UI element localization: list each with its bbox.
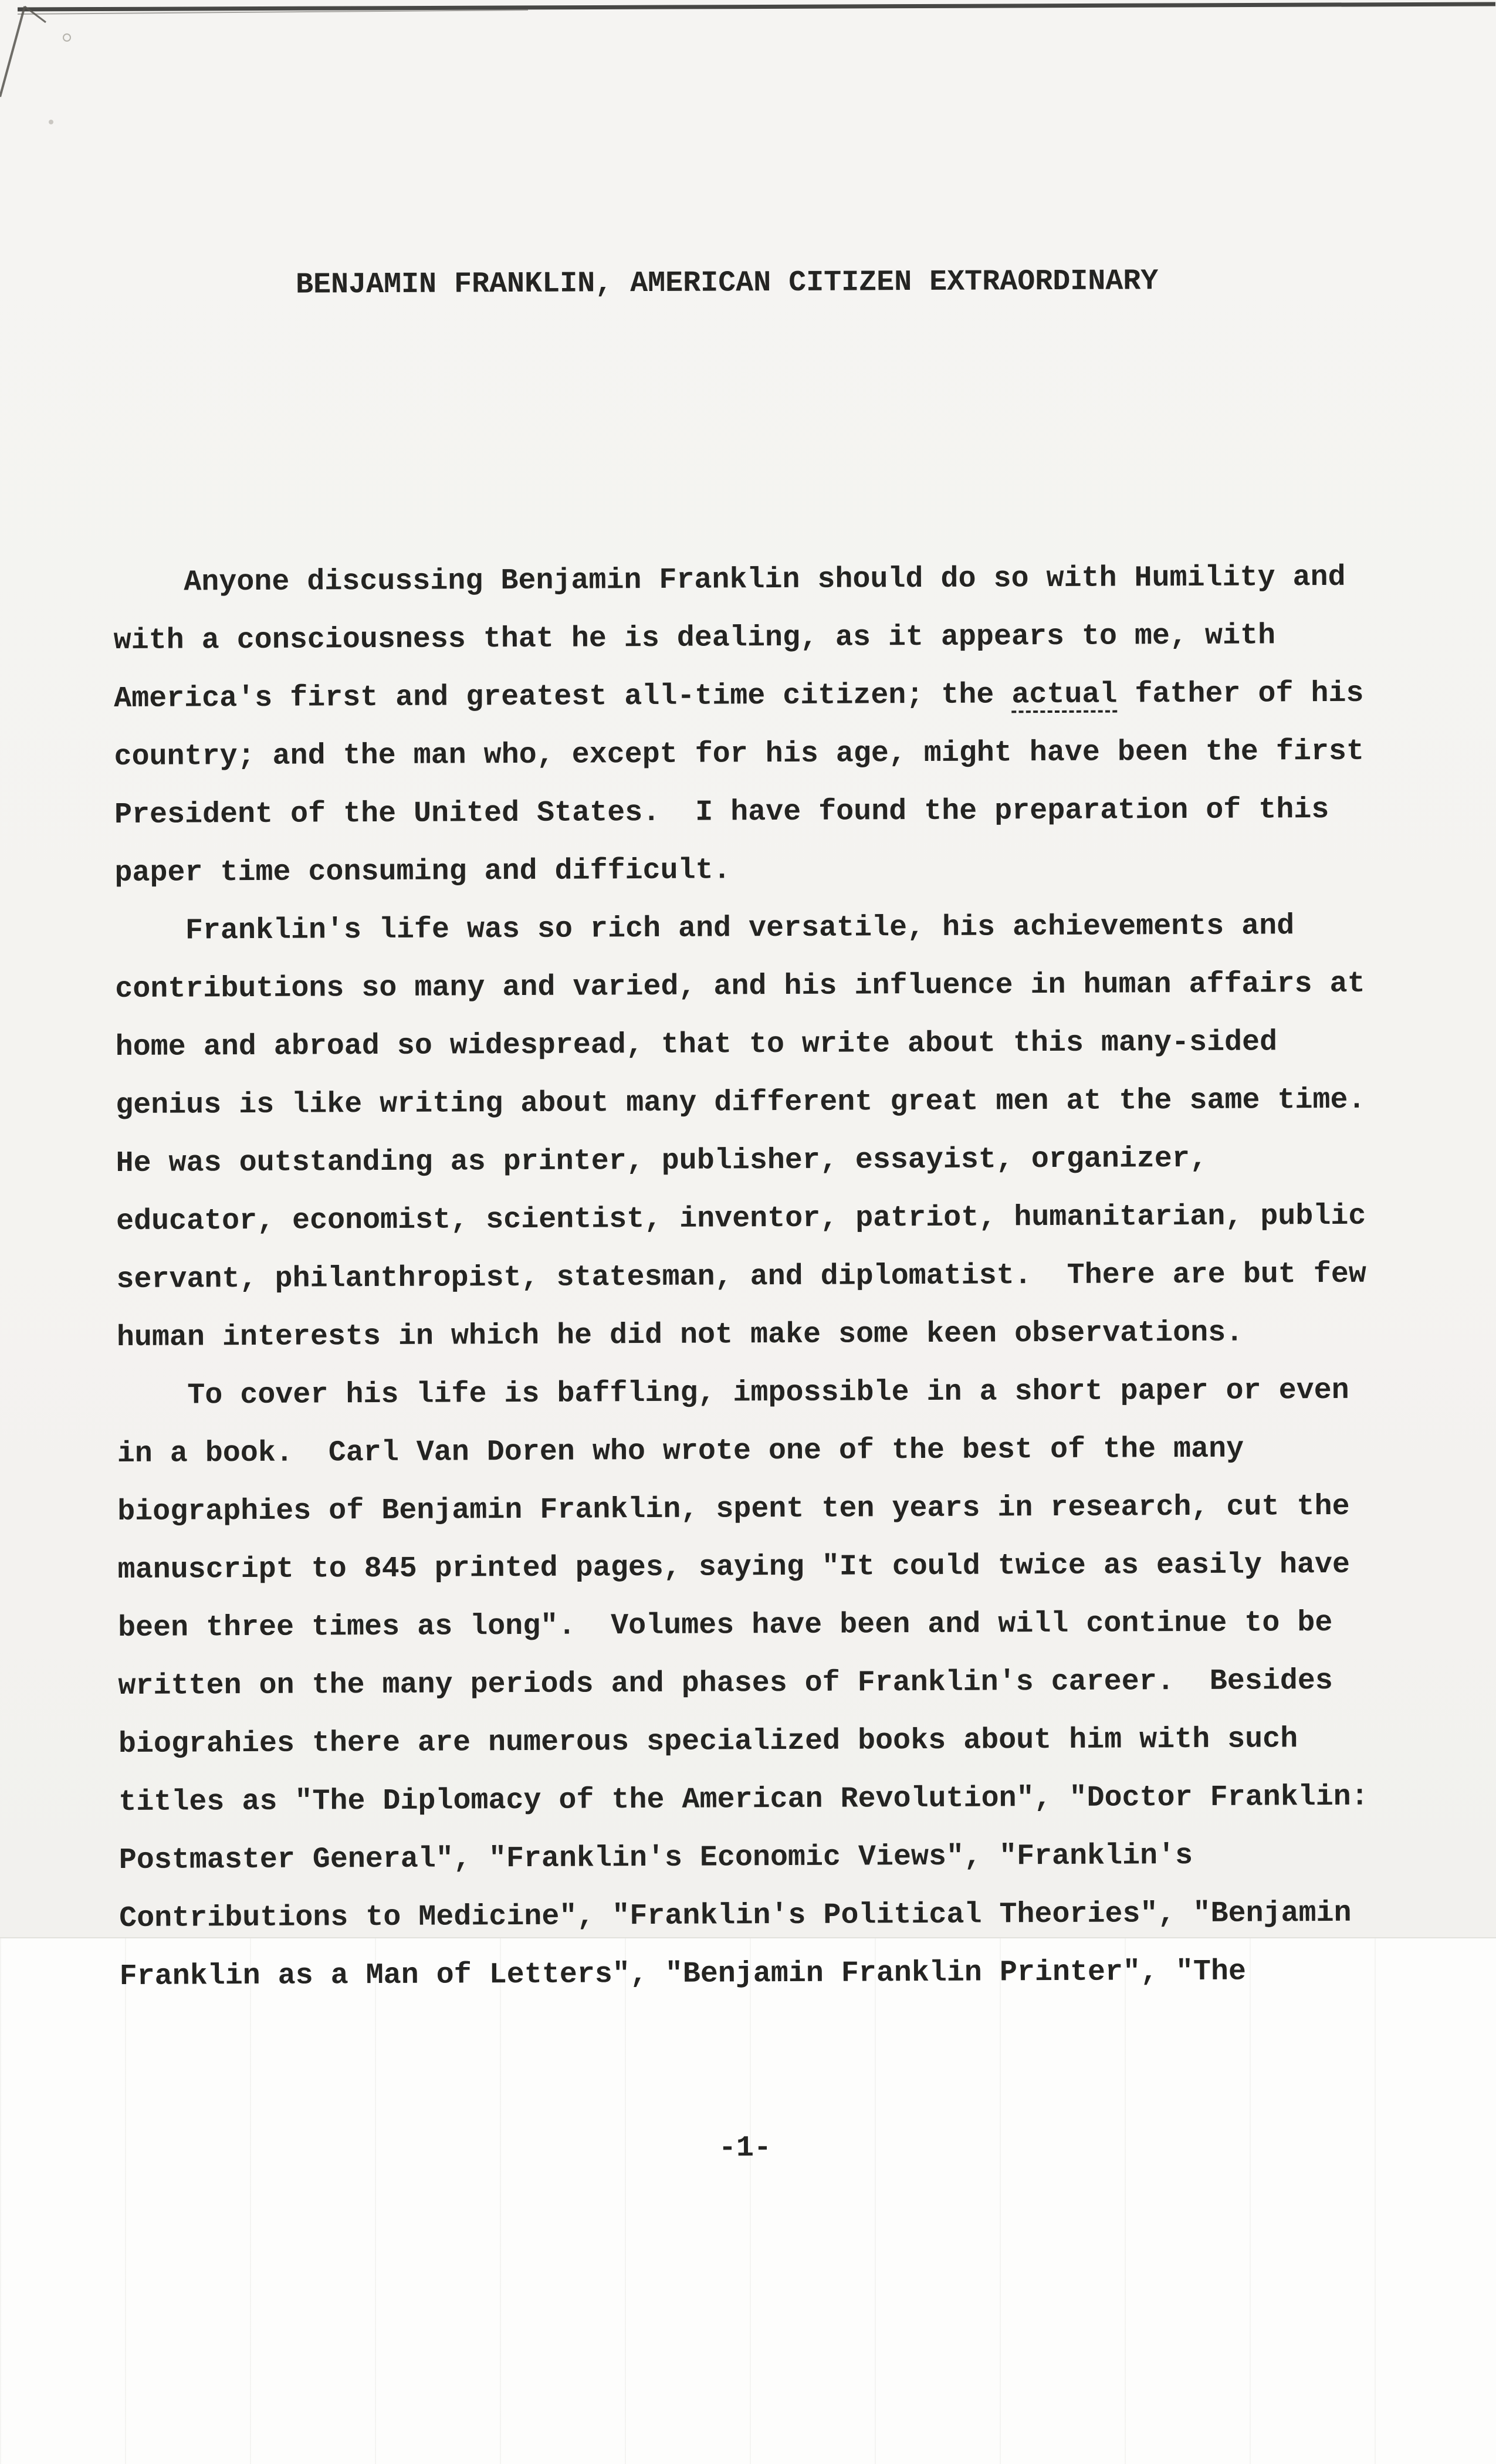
body-line [115,897,1388,960]
corner-fold-line [0,6,25,97]
text-segment: with a consciousness that he is dealing, as it appears to me, with [113,619,1276,658]
text-segment: paper time consuming and difficult. [114,854,731,890]
text-segment: President of the United States. I have found the preparation of this [114,793,1329,832]
text-segment: Anyone discussing Benjamin Franklin should do so with Humility and [113,560,1346,600]
body-line [119,1768,1392,1832]
body-line [117,1536,1390,1599]
paper-speck [63,34,70,41]
body-line [119,1826,1392,1890]
typewritten-text-block [111,136,1394,2296]
body-line [117,1478,1390,1541]
body-line [114,839,1387,902]
text-segment: Postmaster General", "Franklin's Economic Views", "Franklin's [119,1839,1193,1877]
body-line [115,955,1388,1018]
text-segment: genius is like writing about many different great men at the same time. [116,1083,1366,1122]
page-top-edge-line [18,4,1495,9]
page-number: -1- [718,2131,772,2165]
body-line [117,1362,1390,1425]
body-text [113,549,1393,2006]
text-segment: biographies of Benjamin Franklin, spent ten years in research, cut the [117,1490,1350,1529]
body-line [117,1304,1390,1367]
body-line [116,1013,1389,1077]
paper-speck [49,120,53,124]
page-title: BENJAMIN FRANKLIN, AMERICAN CITIZEN EXTRAORDINARY [295,265,1159,302]
text-segment: been three times as long". Volumes have been and will continue to be [117,1606,1333,1645]
text-segment: biograhies there are numerous specialized books about him with such [118,1722,1298,1761]
text-segment: manuscript to 845 printed pages, saying "It could twice as easily have [117,1548,1351,1587]
text-segment: titles as "The Diplomacy of the American Revolution", "Doctor Franklin: [119,1780,1369,1819]
text-segment: home and abroad so widespread, that to write about this many-sided [115,1025,1278,1064]
text-segment: father of his [1117,676,1364,712]
body-line [119,1710,1392,1773]
underlined-word: actual [1011,678,1118,712]
text-segment: in a book. Carl Van Doren who wrote one of the best of the many [117,1432,1244,1471]
body-line [116,1129,1389,1193]
body-line [116,1187,1389,1251]
text-segment: human interests in which he did not make some keen observations. [116,1316,1244,1355]
text-segment: Contributions to Medicine", "Franklin's Political Theories", "Benjamin [119,1896,1352,1935]
text-segment: educator, economist, scientist, inventor, patriot, humanitarian, public [116,1199,1366,1238]
body-line [114,665,1387,728]
text-segment: To cover his life is baffling, impossible in a short paper or even [117,1373,1349,1413]
body-line [119,1942,1392,2006]
body-line [118,1652,1391,1715]
text-segment: He was outstanding as printer, publisher, essayist, organizer, [116,1142,1208,1180]
body-line [116,1245,1389,1309]
body-line [114,781,1387,844]
body-line [119,1884,1392,1948]
body-line [113,549,1386,612]
body-line [117,1420,1390,1483]
body-line [116,1071,1389,1135]
text-segment: servant, philanthropist, statesman, and diplomatist. There are but few [116,1257,1366,1297]
text-segment: contributions so many and varied, and his influence in human affairs at [115,967,1365,1006]
text-segment: Franklin's life was so rich and versatile, his achievements and [114,909,1295,948]
text-segment: America's first and greatest all-time citizen; the [114,678,1012,716]
text-segment: Franklin as a Man of Letters", "Benjamin Franklin Printer", "The [119,1955,1247,1993]
text-segment: written on the many periods and phases of Franklin's career. Besides [118,1664,1333,1703]
body-line [118,1594,1391,1657]
body-line [114,607,1387,670]
body-line [114,723,1387,786]
text-segment: country; and the man who, except for his age, might have been the first [114,735,1365,774]
